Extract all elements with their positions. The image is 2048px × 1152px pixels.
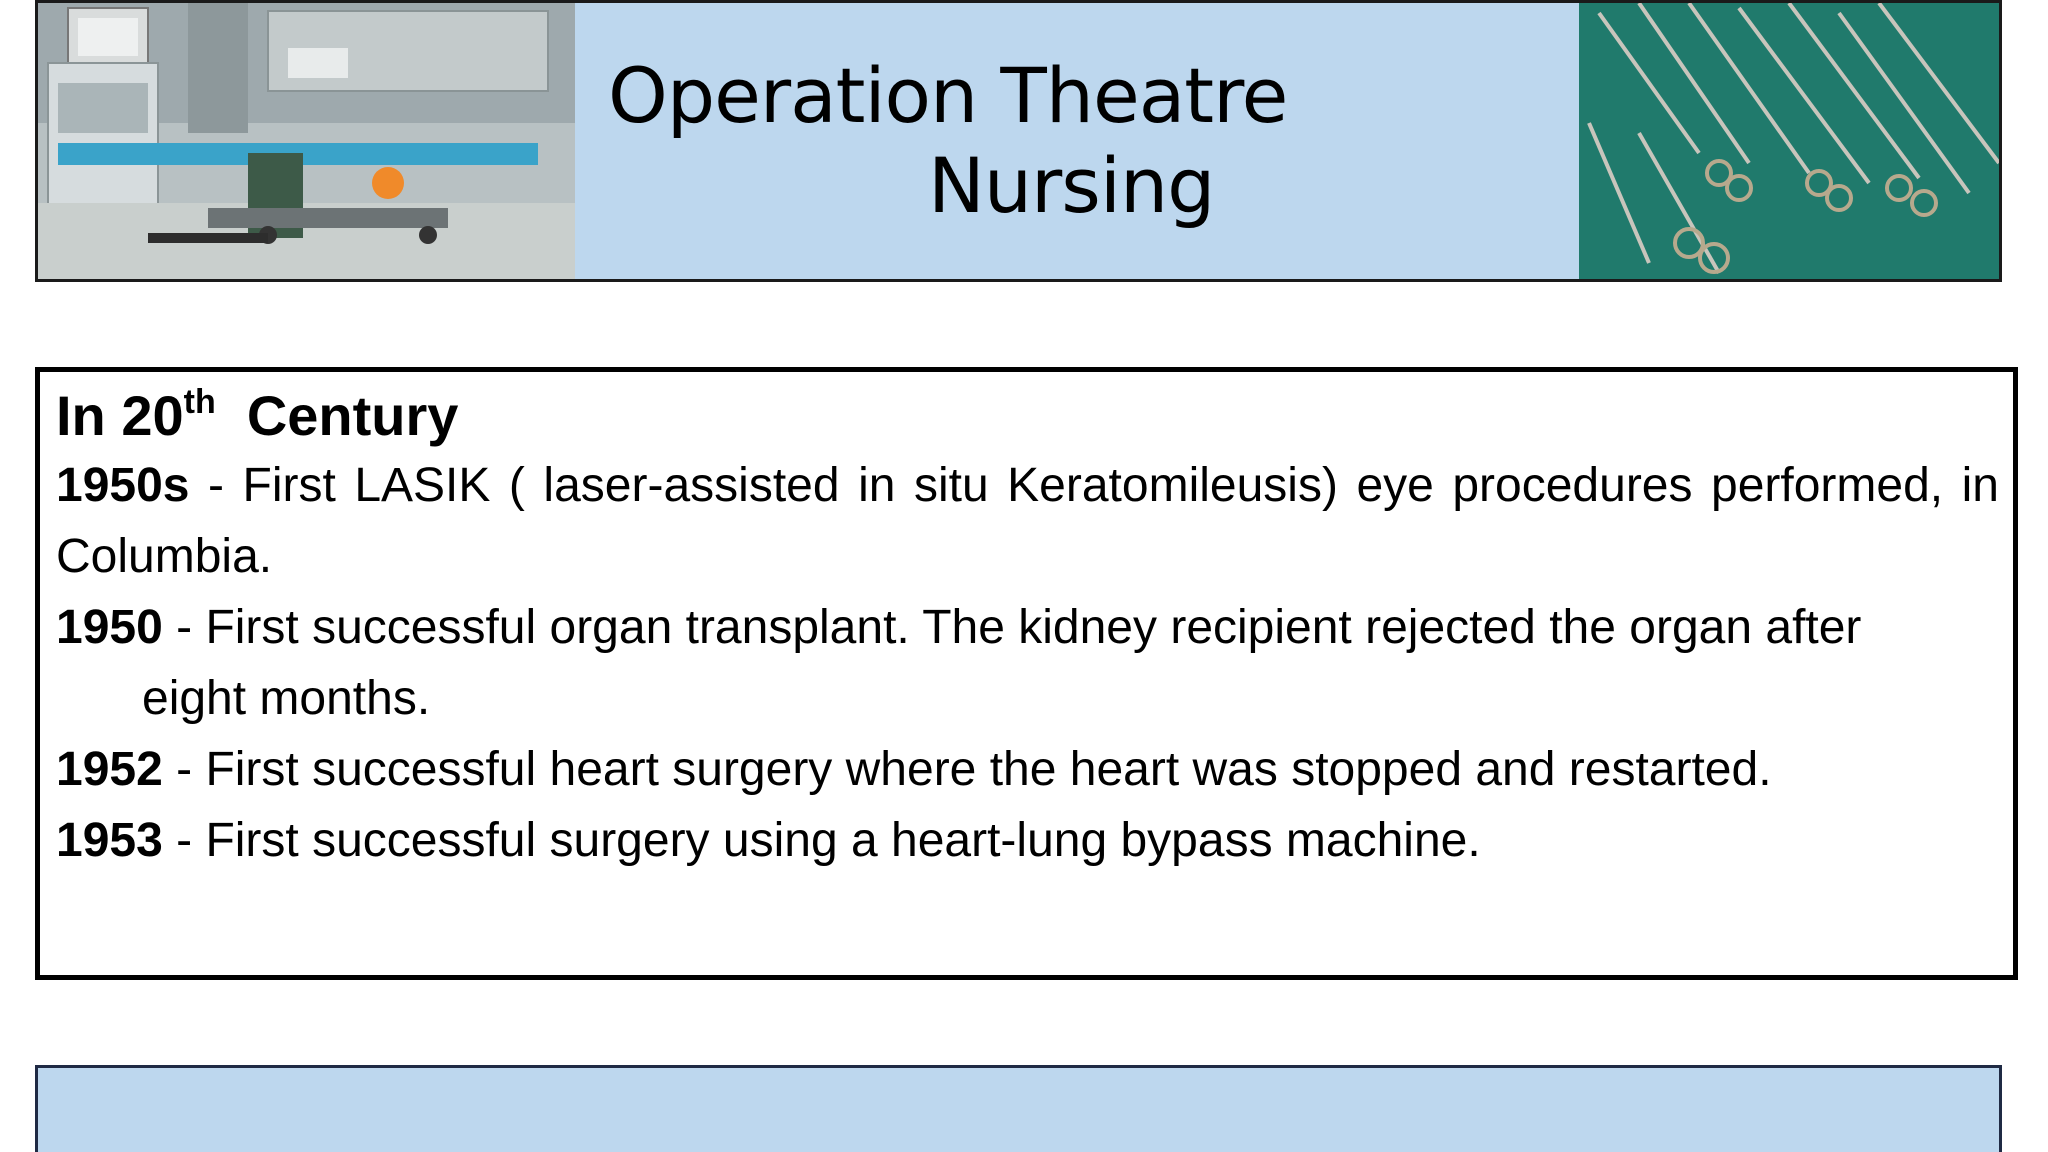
entry-year: 1953 [56, 814, 163, 867]
header-band [35, 0, 2002, 282]
title-line-1: Operation Theatre [608, 51, 1288, 140]
timeline-entry [56, 805, 1999, 876]
operating-room-photo [38, 3, 575, 279]
title-line-2: Nursing [928, 141, 1215, 230]
timeline-entry [56, 592, 1999, 734]
entry-text: - First LASIK ( laser-assisted in situ Keratomileusis) eye procedures performed, in Columbia. [56, 459, 1999, 583]
entry-text: - First successful surgery using a heart-lung bypass machine. [162, 814, 1481, 867]
surgical-instruments-photo [1579, 3, 1999, 279]
footer-band [35, 1065, 2002, 1152]
entry-year: 1950 [56, 601, 163, 654]
timeline-entry [56, 450, 1999, 592]
timeline-entry [56, 734, 1999, 805]
section-heading [56, 382, 1999, 450]
entry-text: - First successful organ transplant. The kidney recipient rejected the organ after [162, 601, 1862, 654]
content-box [35, 367, 2018, 980]
entry-text-continuation: eight months. [142, 672, 431, 725]
heading-prefix: In 20 [56, 384, 184, 447]
entry-year: 1952 [56, 743, 163, 796]
heading-suffix: Century [246, 384, 459, 447]
entry-year: 1950s [56, 459, 190, 512]
heading-superscript: th [183, 383, 216, 422]
page-title [608, 51, 1308, 231]
entry-text: - First successful heart surgery where the heart was stopped and restarted. [162, 743, 1772, 796]
